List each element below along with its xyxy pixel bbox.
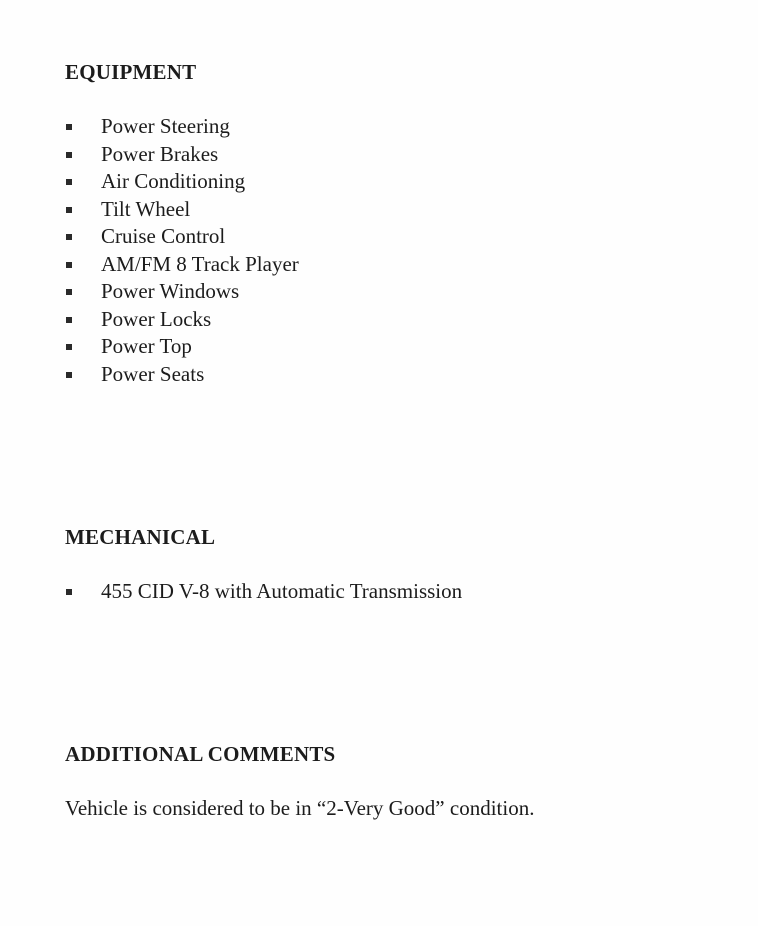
list-item-label: Cruise Control [101,224,226,248]
list-item [65,306,299,334]
additional-comments-text: Vehicle is considered to be in “2-Very Good” condition. [65,796,535,820]
list-item-label: AM/FM 8 Track Player [101,251,299,276]
additional-comments-heading: ADDITIONAL COMMENTS [65,742,336,766]
list-item-label: Tilt Wheel [101,196,191,221]
list-item [65,251,299,279]
square-bullet-icon [66,152,72,158]
mechanical-list [65,578,462,606]
square-bullet-icon [66,207,72,213]
square-bullet-icon [66,289,72,295]
square-bullet-icon [66,262,72,268]
list-item-label: Power Brakes [101,141,219,166]
list-item-label: 455 CID V-8 with Automatic Transmission [101,579,463,603]
square-bullet-icon [66,124,72,130]
mechanical-heading: MECHANICAL [65,525,216,549]
list-item-label: Power Locks [101,306,212,331]
square-bullet-icon [66,589,72,595]
list-item-label: Power Top [101,334,192,358]
list-item-label: Power Windows [101,279,240,303]
list-item [65,578,462,606]
list-item [65,278,299,306]
list-item [65,168,299,196]
equipment-heading: EQUIPMENT [65,60,197,84]
square-bullet-icon [66,317,72,323]
list-item-label: Air Conditioning [101,169,246,193]
list-item [65,333,299,361]
list-item [65,113,299,141]
square-bullet-icon [66,179,72,185]
list-item-label: Power Steering [101,114,230,138]
list-item [65,223,299,251]
square-bullet-icon [66,372,72,378]
list-item-label: Power Seats [101,361,205,386]
list-item [65,361,299,389]
list-item [65,141,299,169]
square-bullet-icon [66,344,72,350]
list-item [65,196,299,224]
equipment-list [65,113,299,388]
square-bullet-icon [66,234,72,240]
